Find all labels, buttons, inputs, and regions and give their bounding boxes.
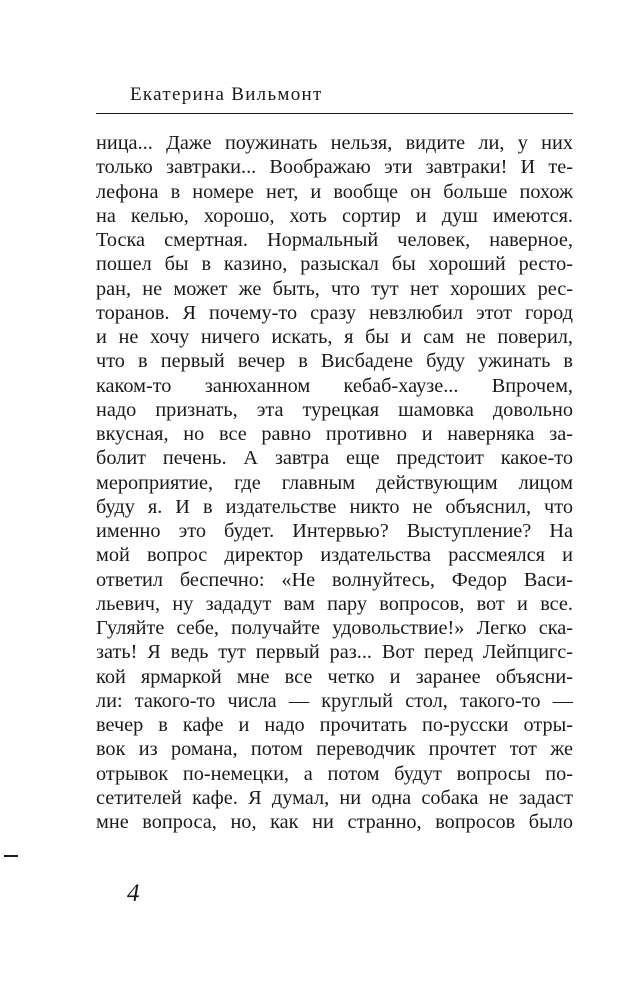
page-number: 4 bbox=[127, 880, 140, 907]
text-line: мероприятие, где главным действующим лицом bbox=[96, 471, 573, 494]
text-line: ран, не может же быть, что тут нет хороших рес- bbox=[96, 277, 573, 300]
text-line: льевич, ну зададут вам пару вопросов, вот и все. bbox=[96, 592, 573, 615]
text-line: торанов. Я почему-то сразу невзлюбил этот город bbox=[96, 301, 573, 324]
text-line: болит печень. А завтра еще предстоит какое-то bbox=[96, 447, 573, 470]
text-line: отрывок по-немецки, а потом будут вопросы по- bbox=[96, 762, 573, 785]
body-text bbox=[96, 131, 573, 834]
text-line: что в первый вечер в Висбадене буду ужинать в bbox=[96, 350, 573, 373]
text-line: Гуляйте себе, получайте удовольствие!» Легко ска- bbox=[96, 617, 573, 639]
text-line: лефона в номере нет, и вообще он больше похож bbox=[96, 180, 573, 203]
crop-mark bbox=[4, 855, 18, 857]
text-line: мой вопрос директор издательства рассмеялся и bbox=[96, 544, 573, 567]
text-line: только завтраки... Воображаю эти завтраки! И те- bbox=[96, 156, 573, 179]
text-line: именно это будет. Интервью? Выступление? На bbox=[96, 520, 573, 542]
text-line: сетителей кафе. Я думал, ни одна собака не задаст bbox=[96, 786, 573, 809]
text-line: ница... Даже поужинать нельзя, видите ли, у них bbox=[96, 132, 573, 154]
text-line: вечер в кафе и надо прочитать по-русски отры- bbox=[96, 714, 573, 736]
text-line: мне вопроса, но, как ни странно, вопросов было bbox=[96, 811, 573, 833]
text-line: на келью, хорошо, хоть сортир и душ имеются. bbox=[96, 204, 573, 227]
text-line: зать! Я ведь тут первый раз... Вот перед Лейпцигс- bbox=[96, 641, 573, 664]
text-line: и не хочу ничего искать, я бы и сам не поверил, bbox=[96, 326, 573, 348]
header-rule bbox=[96, 113, 573, 114]
text-line: буду я. И в издательстве никто не объяснил, что bbox=[96, 495, 573, 518]
text-line: пошел бы в казино, разыскал бы хороший рестo- bbox=[96, 253, 573, 276]
text-line: кой ярмаркой мне все четко и заранее объясни- bbox=[96, 665, 573, 688]
text-line: ли: такого-то числа — круглый стол, такого-то — bbox=[96, 689, 573, 712]
text-line: Тоска смертная. Нормальный человек, наверное, bbox=[96, 229, 573, 251]
text-line: надо признать, эта турецкая шамовка довольно bbox=[96, 398, 573, 421]
text-line: каком-то занюханном кебаб-хаузе... Впрочем, bbox=[96, 374, 573, 397]
text-line: вок из романа, потом переводчик прочтет тот же bbox=[96, 738, 573, 761]
text-line: ответил беспечно: «Не волнуйтесь, Федор Васи- bbox=[96, 568, 573, 591]
text-line: вкусная, но все равно противно и наверняка за- bbox=[96, 423, 573, 445]
running-head: Екатерина Вильмонт bbox=[130, 84, 323, 105]
